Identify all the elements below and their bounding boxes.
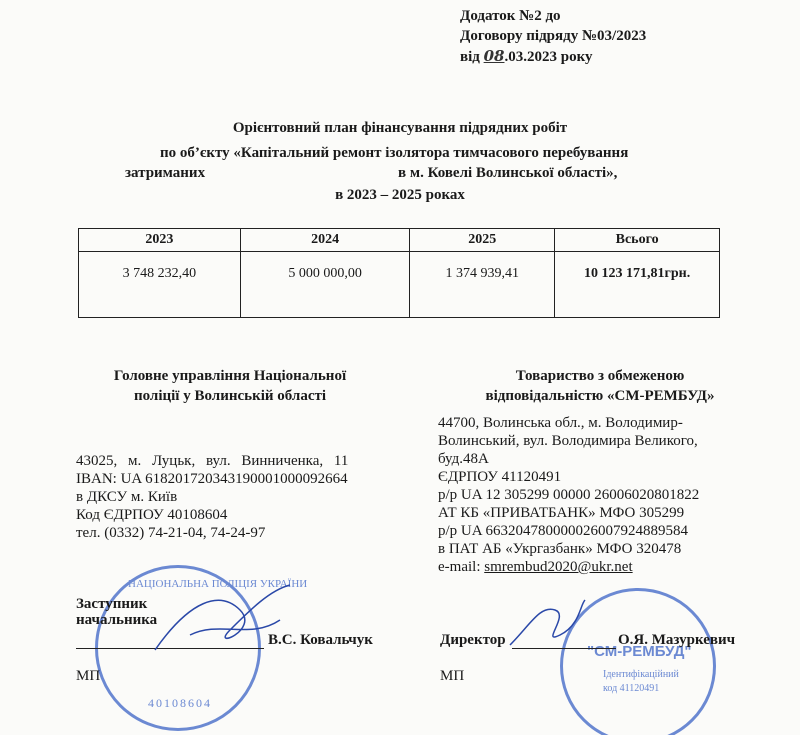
left-signer-name: В.С. Ковальчук (268, 632, 373, 648)
detail-line: Код ЄДРПОУ 40108604 (76, 507, 228, 523)
heading-line: Товариство з обмеженою (515, 368, 685, 384)
cell-2025: 1 374 939,41 (410, 252, 555, 318)
right-signer-title: Директор (440, 632, 506, 648)
appendix-header (460, 6, 646, 67)
header-cell: 2023 (79, 229, 241, 252)
right-party-details (438, 414, 699, 576)
left-seal-mark: МП (76, 668, 101, 684)
doc-title: Орієнтовний план фінансування підрядних робіт (232, 120, 568, 136)
right-signer-name: О.Я. Мазуркевич (618, 632, 736, 648)
email-label: e-mail: (438, 559, 485, 575)
cell-2023: 3 748 232,40 (79, 252, 241, 318)
detail-line: буд.48А (438, 451, 489, 467)
date-prefix: від (460, 49, 484, 65)
stamp-code: 40108604 (148, 696, 212, 710)
detail-line: Волинський, вул. Володимира Великого, (438, 433, 698, 449)
table-row (79, 252, 720, 318)
detail-line: р/р UA 663204780000026007924889584 (438, 523, 689, 539)
detail-line: в ПАТ АБ «Укргазбанк» МФО 320478 (438, 541, 682, 557)
financing-table (78, 228, 720, 318)
appendix-number: Додаток №2 до (460, 8, 561, 24)
stamp-code-label: Ідентифікаційний (603, 669, 679, 680)
header-cell: 2024 (240, 229, 410, 252)
detail-line: в ДКСУ м. Київ (76, 489, 178, 505)
handwritten-day: 08 (483, 47, 505, 65)
right-party-heading (420, 366, 780, 406)
heading-line: поліції у Волинській області (133, 388, 327, 404)
detail-line: р/р UA 12 305299 00000 26006020801822 (438, 487, 700, 503)
title-line: начальника (76, 612, 158, 628)
stamp-text: НАЦІОНАЛЬНА ПОЛІЦІЯ УКРАЇНИ (128, 578, 308, 590)
right-seal-mark: МП (440, 668, 465, 684)
doc-subtitle: в 2023 – 2025 роках (335, 187, 465, 203)
left-party-heading (30, 366, 430, 406)
doc-title-line2: по об’єкту «Капітальний ремонт ізолятора тимчасового перебування (160, 145, 629, 161)
heading-line: Головне управління Національної (113, 368, 347, 384)
cell-2024: 5 000 000,00 (240, 252, 410, 318)
date-suffix: .03.2023 року (504, 49, 593, 65)
stamp-name: "СМ-РЕМБУД" (587, 643, 692, 660)
header-cell: 2025 (410, 229, 555, 252)
detail-line: тел. (0332) 74-21-04, 74-24-97 (76, 525, 266, 541)
doc-title-line3b: в м. Ковелі Волинської області», (398, 165, 618, 181)
doc-title-line3a: затриманих (125, 165, 206, 181)
detail-line: 43025, м. Луцьк, вул. Винниченка, 11 (76, 453, 349, 469)
title-line: Заступник (76, 596, 148, 612)
detail-line: 44700, Волинська обл., м. Володимир- (438, 415, 683, 431)
left-signer-title (76, 596, 157, 628)
stamp-code: код 41120491 (603, 683, 660, 694)
detail-line: ЄДРПОУ 41120491 (438, 469, 562, 485)
left-party-details (76, 452, 348, 542)
right-signature (500, 595, 590, 655)
cell-total: 10 123 171,81грн. (555, 252, 720, 318)
detail-line: IBAN: UA 618201720343190001000092664 (76, 471, 348, 487)
heading-line: відповідальністю «СМ-РЕМБУД» (485, 388, 715, 404)
email-link[interactable]: smrembud2020@ukr.net (484, 559, 633, 575)
table-header-row (79, 229, 720, 252)
header-cell: Всього (555, 229, 720, 252)
contract-number: Договору підряду №03/2023 (460, 28, 647, 44)
detail-line: АТ КБ «ПРИВАТБАНК» МФО 305299 (438, 505, 685, 521)
